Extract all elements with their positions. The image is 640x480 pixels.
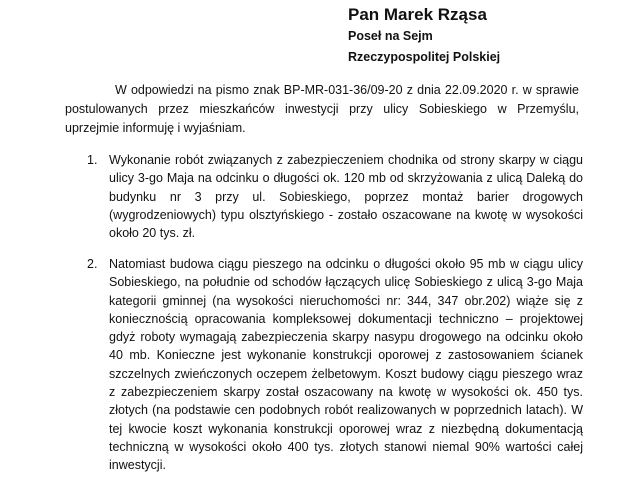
list-item-number: 1. (87, 153, 98, 167)
list-item-2 (87, 255, 583, 475)
list-item-text: Wykonanie robót związanych z zabezpieczeniem chodnika od strony skarpy w ciągu ulicy 3-go Maja na odcinku o długości ok. 120 mb od skrzyżowania z ulicą Daleką do budynku nr 3 przy ul. Sobieskiego, poprzez montaż barier drogowych (wygrodzeniowych) typu olsztyńskiego - zostało oszacowane na kwotę w wysokości około 20 tys. zł. (109, 153, 583, 241)
intro-paragraph: W odpowiedzi na pismo znak BP-MR-031-36/09-20 z dnia 22.09.2020 r. w sprawie postulowanych przez mieszkańców inwestycji przy ulicy Sobieskiego w Przemyślu, uprzejmie informuję i wyjaśniam. (65, 83, 579, 135)
addressee-block (348, 4, 628, 68)
addressee-country: Rzeczypospolitej Polskiej (348, 50, 501, 64)
addressee-name: Pan Marek Rząsa (348, 5, 487, 24)
list-item-1 (87, 151, 583, 242)
list-item-number: 2. (87, 257, 98, 271)
list-item-text: Natomiast budowa ciągu pieszego na odcinku o długości około 95 mb w ciągu ulicy Sobieskiego, na południe od schodów łączących ulicę Sobieskiego z ulicą 3-go Maja kategorii gminnej (na wysokości nieruchomości nr: 344, 347 obr.202) wiąże się z koniecznością opracowania kompleksowej dokumentacji techniczno – projektowej gdyż roboty wymagają zabezpieczenia skarpy nasypu drogowego na odcinku około 40 mb. Konieczne jest wykonanie konstrukcji oporowej z zastosowaniem ścianek szczelnych zwieńczonych oczepem żelbetowym. Koszt budowy ciągu pieszego wraz z zabezpieczeniem skarpy został oszacowany na kwotę w wysokości ok. 450 tys. złotych (na podstawie cen podobnych robót realizowanych w poprzednich latach). W tej kwocie koszt wykonania konstrukcji oporowej wraz z niezbędną dokumentacją techniczną w wysokości około 400 tys. złotych stanowi niemal 90% wartości całej inwestycji. (109, 257, 583, 473)
addressee-title: Poseł na Sejm (348, 29, 433, 43)
